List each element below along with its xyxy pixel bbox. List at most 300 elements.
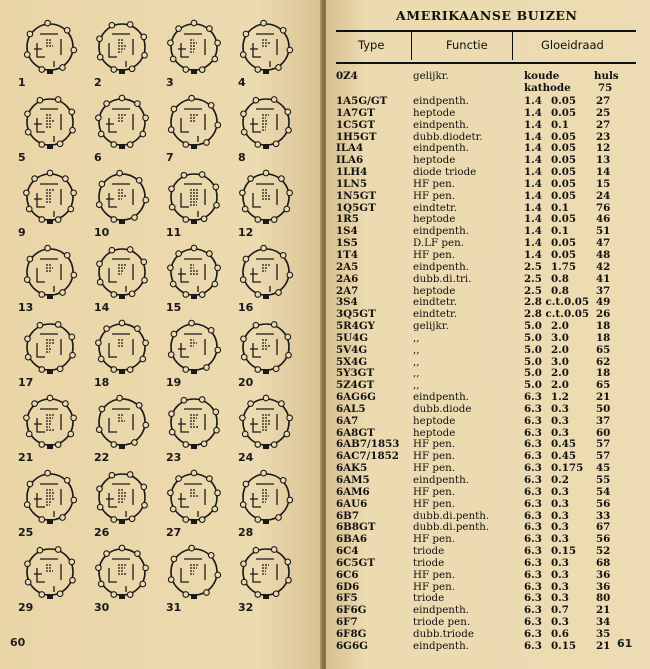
table-row bbox=[336, 191, 646, 203]
pin bbox=[255, 592, 261, 598]
tube-base-diagram bbox=[18, 16, 82, 96]
cell-function: HF pen. bbox=[413, 177, 455, 190]
pin bbox=[199, 172, 205, 178]
pin bbox=[207, 26, 213, 32]
pin bbox=[168, 127, 174, 133]
key-notch bbox=[119, 294, 125, 299]
pin bbox=[248, 176, 254, 182]
cell-base: 36 bbox=[596, 580, 611, 593]
pin bbox=[248, 401, 254, 407]
pin bbox=[261, 470, 267, 476]
electrode-structure bbox=[34, 409, 61, 432]
pin bbox=[170, 281, 176, 287]
tube-envelope bbox=[243, 549, 289, 595]
cell-voltage: 5.0 bbox=[524, 379, 542, 392]
pin bbox=[119, 545, 125, 551]
pin bbox=[104, 326, 110, 332]
tube-socket-icon bbox=[162, 541, 226, 603]
key-notch bbox=[191, 219, 197, 224]
pin bbox=[111, 367, 117, 373]
pin bbox=[64, 253, 70, 259]
pin bbox=[271, 322, 277, 328]
cell-voltage: 1.4 bbox=[524, 248, 542, 261]
diagram-number: 6 bbox=[94, 151, 102, 164]
table-row bbox=[336, 404, 646, 416]
pin bbox=[183, 217, 189, 223]
cell-type: 3Q5GT bbox=[336, 308, 376, 321]
cell-base: 35 bbox=[596, 627, 611, 640]
pin bbox=[201, 216, 207, 222]
cell-base: 36 bbox=[596, 568, 611, 581]
cell-function: eindpenth. bbox=[413, 142, 469, 155]
cell-function: eindpenth. bbox=[413, 604, 469, 617]
cell-function: ,, bbox=[413, 367, 420, 380]
cell-function: heptode bbox=[413, 213, 456, 226]
cell-function: diode triode bbox=[413, 166, 477, 179]
cell-base: 45 bbox=[596, 462, 611, 475]
pin bbox=[111, 67, 117, 73]
cell-base: 54 bbox=[596, 485, 611, 498]
cell-voltage: 1.4 bbox=[524, 201, 542, 214]
cell-type: 5Z4GT bbox=[336, 379, 375, 392]
tube-socket-icon bbox=[18, 16, 82, 78]
pin bbox=[271, 97, 277, 103]
pin bbox=[60, 515, 66, 521]
cell-voltage: 6.3 bbox=[524, 521, 542, 534]
pin bbox=[45, 245, 51, 251]
cell-base: 15 bbox=[596, 177, 611, 190]
cell-base: 27 bbox=[596, 118, 611, 131]
electrode-structure bbox=[106, 184, 133, 207]
cell-voltage: 2.8 c.t. bbox=[524, 308, 564, 321]
pin bbox=[286, 352, 292, 358]
cell-function: eindpenth. bbox=[413, 474, 469, 486]
pin bbox=[96, 340, 102, 346]
cell-current: 0.3 bbox=[551, 580, 569, 593]
cell-type: 3S4 bbox=[336, 296, 358, 309]
tube-base-diagram bbox=[18, 541, 82, 621]
tube-socket-icon bbox=[234, 91, 298, 153]
pin bbox=[242, 206, 248, 212]
pin bbox=[241, 129, 247, 135]
cell-voltage: 6.3 bbox=[524, 474, 542, 486]
cell-voltage: 6.3 bbox=[524, 509, 542, 522]
cell-voltage-line2: kathode bbox=[524, 82, 571, 94]
pin bbox=[168, 265, 174, 271]
electrode-structure bbox=[109, 259, 133, 292]
diagram-number: 31 bbox=[166, 601, 182, 614]
cell-base: 76 bbox=[596, 201, 611, 214]
key-notch bbox=[47, 69, 53, 74]
cell-function: dubb.di.penth. bbox=[413, 521, 490, 534]
pin bbox=[136, 403, 142, 409]
electrode-structure bbox=[106, 484, 133, 517]
electrode-structure bbox=[250, 109, 277, 132]
pin bbox=[96, 115, 102, 121]
pin bbox=[71, 47, 77, 53]
cell-type: 6C4 bbox=[336, 545, 359, 558]
pin bbox=[189, 95, 195, 101]
cell-current: 0.3 bbox=[551, 426, 569, 439]
pin bbox=[242, 431, 248, 437]
tube-socket-icon bbox=[162, 391, 226, 453]
pin bbox=[212, 506, 218, 512]
pin bbox=[143, 565, 149, 571]
pin bbox=[140, 131, 146, 137]
cell-type: 1A5G/GT bbox=[336, 95, 388, 107]
pin bbox=[39, 517, 45, 523]
pin bbox=[204, 140, 210, 146]
pin bbox=[168, 577, 174, 583]
cell-function: HF pen. bbox=[413, 450, 455, 463]
pin bbox=[171, 556, 177, 562]
cell-type: 6F6G bbox=[336, 604, 367, 617]
pin bbox=[55, 97, 61, 103]
pin bbox=[99, 181, 105, 187]
pin bbox=[24, 277, 30, 283]
pin bbox=[45, 20, 51, 26]
cell-type: 6C6 bbox=[336, 568, 359, 581]
cell-function: triode bbox=[413, 545, 445, 558]
cell-type: 6B8GT bbox=[336, 521, 376, 534]
tube-socket-icon bbox=[18, 541, 82, 603]
cell-current: 1.2 bbox=[551, 391, 569, 404]
pin bbox=[215, 265, 221, 271]
pin bbox=[215, 40, 221, 46]
tube-socket-icon bbox=[90, 391, 154, 453]
cell-function: triode bbox=[413, 592, 445, 605]
pin bbox=[276, 290, 282, 296]
cell-function: dubb.triode bbox=[413, 627, 474, 640]
cell-current: 0.05 bbox=[551, 213, 577, 226]
pin bbox=[71, 190, 77, 196]
cell-base: 47 bbox=[596, 237, 611, 250]
cell-base: 60 bbox=[596, 426, 611, 439]
pin bbox=[109, 247, 115, 253]
pin bbox=[25, 579, 31, 585]
pin bbox=[276, 515, 282, 521]
cell-voltage: 2.5 bbox=[524, 260, 542, 273]
pin bbox=[214, 427, 220, 433]
cell-voltage: 6.3 bbox=[524, 592, 542, 605]
cell-voltage: 6.3 bbox=[524, 450, 542, 463]
tube-base-diagram bbox=[162, 391, 226, 471]
pin bbox=[27, 256, 33, 262]
cell-function: eindpenth. bbox=[413, 639, 469, 652]
cell-current: 0.8 bbox=[551, 272, 569, 285]
cell-current: 0.15 bbox=[551, 545, 577, 558]
cell-type: ILA6 bbox=[336, 154, 364, 167]
pin bbox=[111, 292, 117, 298]
pin bbox=[243, 256, 249, 262]
diagram-number: 5 bbox=[18, 151, 26, 164]
pin bbox=[284, 431, 290, 437]
key-notch bbox=[47, 144, 53, 149]
cell-base: 21 bbox=[596, 639, 611, 652]
cell-base-line2: 75 bbox=[598, 82, 613, 94]
pin bbox=[69, 109, 75, 115]
tube-socket-icon bbox=[90, 91, 154, 153]
pin bbox=[183, 517, 189, 523]
cell-base: 55 bbox=[596, 474, 611, 486]
tube-base-diagram bbox=[90, 541, 154, 621]
cell-type: 1N5GT bbox=[336, 189, 377, 202]
pin bbox=[135, 551, 141, 557]
cell-base: 51 bbox=[596, 225, 611, 238]
cell-type: 1S4 bbox=[336, 225, 358, 238]
pin bbox=[98, 131, 104, 137]
pin bbox=[280, 28, 286, 34]
tube-base-diagram bbox=[90, 391, 154, 471]
cell-function: heptode bbox=[413, 426, 456, 439]
cell-current: 0.05 bbox=[551, 166, 577, 179]
cell-type: 6AB7/1853 bbox=[336, 438, 400, 451]
electrode-structure bbox=[34, 184, 61, 217]
tube-socket-icon bbox=[18, 391, 82, 453]
pin bbox=[176, 476, 182, 482]
cell-base: 34 bbox=[596, 616, 611, 629]
cell-voltage: 5.0 bbox=[524, 355, 542, 368]
pin bbox=[129, 516, 135, 522]
pin bbox=[96, 565, 102, 571]
pin bbox=[104, 551, 110, 557]
cell-current: 0.05 bbox=[551, 154, 577, 167]
diagram-number: 24 bbox=[238, 451, 254, 464]
pin bbox=[97, 54, 103, 60]
cell-voltage: 1.4 bbox=[524, 177, 542, 190]
pin bbox=[142, 52, 148, 58]
pin bbox=[127, 247, 133, 253]
cell-voltage: 6.3 bbox=[524, 462, 542, 475]
tube-socket-icon bbox=[234, 391, 298, 453]
pin bbox=[141, 34, 147, 40]
pin bbox=[168, 352, 174, 358]
cell-base: 14 bbox=[596, 166, 611, 179]
pin bbox=[104, 101, 110, 107]
pin bbox=[191, 20, 197, 26]
cell-current: 0.45 bbox=[551, 450, 577, 463]
table-row bbox=[336, 333, 646, 345]
pin bbox=[142, 502, 148, 508]
cell-type: 1C5GT bbox=[336, 118, 375, 131]
header-divider bbox=[512, 32, 513, 60]
cell-base: 21 bbox=[596, 391, 611, 404]
cell-base: 18 bbox=[596, 320, 611, 333]
diagram-number: 25 bbox=[18, 526, 34, 539]
cell-voltage: 6.3 bbox=[524, 414, 542, 427]
pin bbox=[181, 397, 187, 403]
tube-base-diagram bbox=[18, 166, 82, 246]
tube-base-diagram bbox=[234, 541, 298, 621]
cell-voltage: 1.4 bbox=[524, 106, 542, 119]
pin bbox=[71, 415, 77, 421]
cell-voltage: 1.4 bbox=[524, 130, 542, 143]
tube-socket-icon bbox=[234, 241, 298, 303]
key-notch bbox=[47, 594, 53, 599]
tube-envelope bbox=[27, 324, 73, 370]
pin bbox=[255, 217, 261, 223]
pin bbox=[39, 442, 45, 448]
tube-socket-icon bbox=[162, 316, 226, 378]
cell-voltage: 5.0 bbox=[524, 320, 542, 333]
cell-type: ILA4 bbox=[336, 142, 364, 155]
cell-function: gelijkr. bbox=[413, 70, 449, 82]
pin bbox=[273, 591, 279, 597]
cell-function: ,, bbox=[413, 331, 420, 344]
cell-current: 0.3 bbox=[551, 485, 569, 498]
pin bbox=[45, 470, 51, 476]
cell-function: dubb.di.tri. bbox=[413, 272, 472, 285]
pin bbox=[111, 217, 117, 223]
pin bbox=[207, 251, 213, 257]
diagram-number: 23 bbox=[166, 451, 182, 464]
diagram-number: 12 bbox=[238, 226, 254, 239]
pin bbox=[168, 490, 174, 496]
cell-base: 21 bbox=[596, 604, 611, 617]
table-row bbox=[336, 416, 646, 428]
page-title: AMERIKAANSE BUIZEN bbox=[396, 8, 578, 23]
cell-base: 80 bbox=[596, 592, 611, 605]
pin bbox=[240, 190, 246, 196]
diagram-number: 17 bbox=[18, 376, 34, 389]
pin bbox=[208, 103, 214, 109]
cell-voltage: 6.3 bbox=[524, 604, 542, 617]
pin bbox=[243, 31, 249, 37]
table-row bbox=[336, 345, 646, 357]
pin bbox=[255, 442, 261, 448]
pin bbox=[143, 115, 149, 121]
cell-type: 5Y3GT bbox=[336, 367, 375, 380]
pin bbox=[24, 52, 30, 58]
key-notch bbox=[47, 294, 53, 299]
pin bbox=[241, 354, 247, 360]
key-notch bbox=[47, 519, 53, 524]
pin bbox=[183, 67, 189, 73]
tube-base-diagram bbox=[162, 16, 226, 96]
electrode-structure bbox=[34, 34, 61, 67]
cell-voltage: 1.4 bbox=[524, 95, 542, 107]
tube-base-diagram bbox=[162, 466, 226, 546]
tube-socket-icon bbox=[234, 316, 298, 378]
pin bbox=[171, 331, 177, 337]
cell-current: 0.2 bbox=[551, 474, 569, 486]
pin bbox=[286, 577, 292, 583]
pin bbox=[117, 395, 123, 401]
cell-voltage: 6.3 bbox=[524, 556, 542, 569]
pin bbox=[111, 442, 117, 448]
header-function: Functie bbox=[446, 38, 488, 52]
pin bbox=[55, 217, 61, 223]
table-row bbox=[336, 120, 646, 132]
diagram-number: 19 bbox=[166, 376, 182, 389]
key-notch bbox=[191, 519, 197, 524]
pin bbox=[171, 106, 177, 112]
diagram-number: 10 bbox=[94, 226, 110, 239]
tube-base-diagram bbox=[234, 466, 298, 546]
cell-function: HF pen. bbox=[413, 533, 455, 546]
pin bbox=[208, 328, 214, 334]
pin bbox=[135, 326, 141, 332]
cell-function: eindtetr. bbox=[413, 296, 458, 309]
electrode-structure bbox=[178, 484, 205, 517]
pin bbox=[215, 490, 221, 496]
pin bbox=[69, 559, 75, 565]
pin bbox=[98, 356, 104, 362]
pin bbox=[285, 559, 291, 565]
pin bbox=[37, 547, 43, 553]
cell-voltage: 6.3 bbox=[524, 402, 542, 415]
tube-base-diagram bbox=[162, 241, 226, 321]
pin bbox=[26, 431, 32, 437]
pin bbox=[240, 277, 246, 283]
left-page bbox=[0, 0, 322, 669]
tube-base-diagram bbox=[90, 91, 154, 171]
pin bbox=[27, 31, 33, 37]
tube-base-diagram bbox=[234, 316, 298, 396]
cell-current: 0.05 bbox=[551, 142, 577, 155]
pin bbox=[141, 484, 147, 490]
key-notch bbox=[263, 369, 269, 374]
cell-voltage: 6.3 bbox=[524, 391, 542, 404]
cell-current: 0.05 bbox=[564, 296, 590, 309]
tube-envelope bbox=[27, 99, 73, 145]
tube-socket-icon bbox=[162, 91, 226, 153]
tube-envelope bbox=[99, 474, 145, 520]
cell-base: 41 bbox=[596, 272, 611, 285]
pin bbox=[127, 22, 133, 28]
table-header bbox=[336, 30, 636, 64]
table-row bbox=[336, 558, 646, 570]
key-notch bbox=[263, 519, 269, 524]
pin bbox=[143, 340, 149, 346]
diagram-number: 14 bbox=[94, 301, 110, 314]
cell-type: 6G6G bbox=[336, 639, 368, 652]
pin bbox=[208, 553, 214, 559]
electrode-structure bbox=[37, 334, 61, 357]
cell-type: 5U4G bbox=[336, 331, 369, 344]
pin bbox=[140, 356, 146, 362]
cell-base: 18 bbox=[596, 331, 611, 344]
cell-base: 57 bbox=[596, 450, 611, 463]
cell-function: ,, bbox=[413, 355, 420, 368]
pin bbox=[169, 204, 175, 210]
cell-base: 52 bbox=[596, 545, 611, 558]
pin bbox=[97, 36, 103, 42]
cell-voltage: 1.4 bbox=[524, 154, 542, 167]
cell-current: 0.3 bbox=[551, 568, 569, 581]
cell-voltage: 1.4 bbox=[524, 213, 542, 226]
cell-current: 0.1 bbox=[551, 225, 569, 238]
cell-type: 2A7 bbox=[336, 284, 359, 297]
cell-function: HF pen. bbox=[413, 189, 455, 202]
key-notch bbox=[119, 519, 125, 524]
pin bbox=[97, 504, 103, 510]
diagram-number: 4 bbox=[238, 76, 246, 89]
tube-socket-icon bbox=[18, 466, 82, 528]
cell-type: 5V4G bbox=[336, 343, 368, 356]
pin bbox=[39, 292, 45, 298]
cell-current: 0.05 bbox=[551, 237, 577, 250]
cell-type: 1LN5 bbox=[336, 177, 367, 190]
cell-current: 0.15 bbox=[551, 639, 577, 652]
pin bbox=[70, 577, 76, 583]
cell-type: 1A7GT bbox=[336, 106, 375, 119]
cell-voltage: 6.3 bbox=[524, 616, 542, 629]
cell-current: 2.0 bbox=[551, 367, 569, 380]
cell-base: huls bbox=[594, 70, 619, 82]
cell-type: 6C5GT bbox=[336, 556, 375, 569]
table-row bbox=[336, 499, 646, 511]
